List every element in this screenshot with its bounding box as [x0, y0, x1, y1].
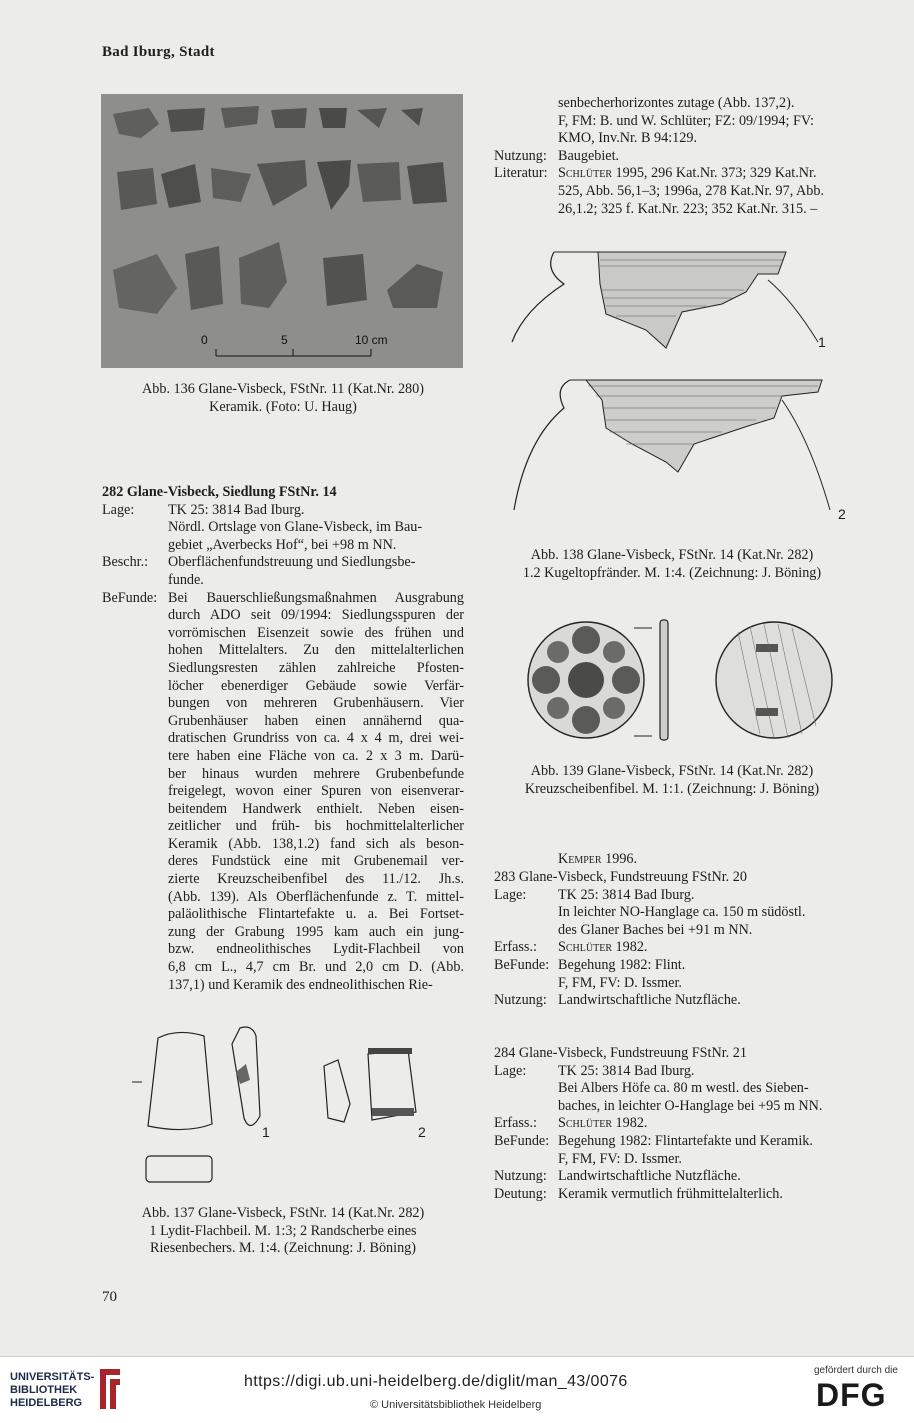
field-label: Erfass.: — [494, 1115, 537, 1132]
field-text: Baugebiet. — [558, 147, 620, 164]
field-text — [168, 590, 464, 995]
field-label: Lage: — [102, 501, 135, 518]
figure-138-label-2: 2 — [838, 506, 846, 522]
text-line: löcher ebenerdiger Gebäude sowie Verfär- — [168, 677, 464, 694]
field-row — [494, 1133, 850, 1168]
caption-line: Abb. 137 Glane-Visbeck, FStNr. 14 (Kat.Nr. 282) — [141, 1205, 425, 1221]
field-label: Erfass.: — [494, 939, 537, 956]
text-line: TK 25: 3814 Bad Iburg. — [168, 501, 305, 518]
caption-line: 1.2 Kugeltopfränder. M. 1:4. (Zeichnung: J. Böning) — [522, 564, 822, 581]
figure-137-label-2: 2 — [418, 1124, 426, 1140]
field-text — [558, 939, 850, 957]
text-line: zeitlicher und früh- bis hochmittelalterlicher — [168, 818, 464, 835]
text-line: F, FM, FV: D. Issmer. — [558, 974, 682, 991]
figure-138-label-1: 1 — [818, 334, 826, 350]
text-line: dratischen Grundriss von ca. 4 x 4 m, drei wei- — [168, 730, 464, 747]
scale-label-0: 0 — [201, 333, 208, 347]
text-line: gebiet „Averbecks Hof“, bei +98 m NN. — [168, 536, 397, 553]
text-line: tere haben eine Fläche von ca. 2 x 3 m. Darü- — [168, 747, 464, 764]
text-line: des Glaner Baches bei +91 m NN. — [558, 921, 753, 938]
entry-282-continuation — [494, 95, 850, 218]
entry-284 — [494, 1045, 850, 1203]
text-line: vorrömischen Eisenzeit sowie des frühen und — [168, 624, 464, 641]
text-line: bzw. endneolithisches Lydit-Flachbeil von — [168, 941, 464, 958]
text-line: Oberflächenfundstreuung und Siedlungsbe- — [168, 554, 416, 571]
caption-line: Abb. 138 Glane-Visbeck, FStNr. 14 (Kat.Nr. 282) — [530, 547, 814, 563]
field-label: Nutzung: — [494, 147, 547, 164]
text-line: (Abb. 139). Als Oberflächenfunde z. T. mittel- — [168, 888, 464, 905]
page-number: 70 — [102, 1289, 117, 1305]
text-line: zierte Kreuzscheibenfibel des 11./12. Jh.s. — [168, 871, 464, 888]
dfg-logo: DFG — [816, 1377, 887, 1413]
literatur-row — [494, 165, 850, 218]
text-line: Siedlungsresten zählen zahlreiche Pfosten- — [168, 659, 464, 676]
field-text — [558, 1115, 850, 1133]
text-line: funde. — [168, 571, 204, 588]
field-label: Nutzung: — [494, 1168, 547, 1185]
entry-heading: 284 Glane-Visbeck, Fundstreuung FStNr. 21 — [494, 1045, 747, 1061]
entry-heading-text: 282 Glane-Visbeck, Siedlung FStNr. 14 — [102, 484, 337, 500]
pot-rims-drawing — [506, 240, 846, 530]
text-span: 1995, 296 Kat.Nr. 373; 329 Kat.Nr. — [612, 165, 817, 182]
lage-row — [102, 502, 464, 555]
sherds-photo-image — [101, 94, 463, 368]
field-row — [494, 1168, 850, 1186]
entry-284-rows — [494, 1063, 850, 1204]
text-line: Grubenhäuser haben einen annähernd qua- — [168, 712, 464, 729]
library-name — [10, 1371, 94, 1410]
running-title: Bad Iburg, Stadt — [102, 44, 215, 60]
figure-139-drawing — [524, 618, 838, 746]
scale-label-10cm: 10 cm — [355, 333, 388, 347]
caption-line: Kreuzscheibenfibel. M. 1:1. (Zeichnung: J. Böning) — [524, 780, 820, 797]
text-line: 525, Abb. 56,1–3; 1996a, 278 Kat.Nr. 97, Abb. — [558, 182, 825, 199]
field-label: BeFunde: — [494, 956, 550, 973]
field-row — [494, 887, 850, 940]
text-line: In leichter NO-Hanglage ca. 150 m südöstl. — [558, 904, 806, 921]
text-line: TK 25: 3814 Bad Iburg. — [558, 1062, 695, 1079]
text-line: senbecherhorizontes zutage (Abb. 137,2). — [558, 95, 795, 111]
field-text — [558, 1063, 850, 1116]
library-line: BIBLIOTHEK — [10, 1384, 78, 1396]
figure-137-caption — [102, 1205, 464, 1258]
text-line: Landwirtschaftliche Nutzfläche. — [558, 992, 741, 1009]
caption-line: Keramik. (Foto: U. Haug) — [209, 398, 357, 415]
copyright-notice: © Universitätsbibliothek Heidelberg — [370, 1399, 542, 1411]
field-label: Lage: — [494, 886, 527, 903]
text-line: Nördl. Ortslage von Glane-Visbeck, im Bau- — [168, 519, 423, 536]
field-label: BeFunde: — [494, 1132, 550, 1149]
text-line: Schlüter 1982. — [558, 1115, 648, 1132]
sherds-photo — [101, 94, 463, 368]
figure-136-caption — [102, 381, 464, 416]
figure-138-drawing — [506, 240, 846, 530]
source-url-link[interactable]: https://digi.ub.uni-heidelberg.de/diglit/man_43/0076 — [244, 1373, 628, 1390]
field-label: Lage: — [494, 1062, 527, 1079]
text-line: hohen Mittelalters. Zu den mittelalterlichen — [168, 642, 464, 659]
figure-137-label-1: 1 — [262, 1124, 270, 1140]
nutzung-row — [494, 148, 850, 166]
caption-line: Abb. 139 Glane-Visbeck, FStNr. 14 (Kat.Nr. 282) — [530, 763, 814, 779]
field-text — [558, 165, 850, 218]
entry-283 — [494, 869, 850, 1010]
text-line: baches, in leichter O-Hanglage bei +95 m NN. — [558, 1097, 823, 1114]
entry-283-rows — [494, 887, 850, 1010]
text-line: Bei Bauerschließungsmaßnahmen Ausgrabung — [168, 589, 464, 606]
text-line: Keramik (Abb. 138,1.2) fand sich als beson- — [168, 835, 464, 852]
funded-by-label: gefördert durch die — [814, 1365, 898, 1376]
beschr-row — [102, 554, 464, 589]
text-line: 6,8 cm L., 4,7 cm Br. und 2,0 cm D. (Abb. — [168, 959, 464, 976]
library-footer — [0, 1356, 914, 1423]
text-line: freigelegt, wovon einer Spuren von eisenverar- — [168, 783, 464, 800]
text-line: Bei Albers Höfe ca. 80 m westl. des Sieben- — [558, 1080, 809, 1097]
text-line: bungen von mehreren Grubenhäusern. Vier — [168, 695, 464, 712]
field-label: Nutzung: — [494, 992, 547, 1009]
field-row — [494, 1063, 850, 1116]
figure-139-caption — [494, 763, 850, 798]
field-text — [558, 1186, 850, 1204]
field-text — [558, 1133, 850, 1168]
text-line: Begehung 1982: Flintartefakte und Keramik. — [558, 1132, 813, 1149]
text-line: paläolithische Flintartefakte u. a. Bei Fortset- — [168, 906, 464, 923]
caption-line: Abb. 136 Glane-Visbeck, FStNr. 11 (Kat.Nr. 280) — [142, 381, 424, 397]
axe-and-sherd-drawing — [128, 1024, 448, 1196]
scale-label-5: 5 — [281, 333, 288, 347]
entry-heading: 283 Glane-Visbeck, Fundstreuung FStNr. 20 — [494, 869, 747, 885]
caption-line: Riesenbechers. M. 1:4. (Zeichnung: J. Böning) — [150, 1240, 416, 1257]
field-text — [558, 887, 850, 940]
text-line: Landwirtschaftliche Nutzfläche. — [558, 1168, 741, 1185]
author-name: Schlüter — [558, 165, 612, 182]
figure-137-drawing — [128, 1024, 448, 1196]
field-row — [494, 957, 850, 992]
text-line: F, FM: B. und W. Schlüter; FZ: 09/1994; FV: — [558, 112, 814, 129]
field-label: Beschr.: — [102, 554, 149, 571]
field-text — [558, 1168, 850, 1186]
text-line: F, FM, FV: D. Issmer. — [558, 1150, 682, 1167]
kemper-reference: Kemper 1996. — [558, 851, 638, 867]
field-row — [494, 992, 850, 1010]
text-line: Keramik vermutlich frühmittelalterlich. — [558, 1185, 783, 1202]
text-line: TK 25: 3814 Bad Iburg. — [558, 886, 695, 903]
caption-line: 1 Lydit-Flachbeil. M. 1:3; 2 Randscherbe eines — [149, 1222, 417, 1239]
befunde-row — [102, 590, 464, 995]
text-line: durch ADO seit 09/1994: Siedlungsspuren der — [168, 607, 464, 624]
field-text — [558, 957, 850, 992]
field-row — [494, 1115, 850, 1133]
brooch-drawing — [524, 618, 838, 746]
text-line: ber hinaus wurden mehrere Grubenbefunde — [168, 765, 464, 782]
entry-282 — [102, 484, 464, 994]
field-label: Literatur: — [494, 165, 548, 182]
figure-138-caption — [494, 547, 850, 582]
text-line: deres Fundstück eine mit Grubenemail ver- — [168, 853, 464, 870]
text-line: 26,1.2; 325 f. Kat.Nr. 223; 352 Kat.Nr. 315. – — [558, 200, 818, 217]
text-line: zung der Grabung 1995 kam auch ein jung- — [168, 923, 464, 940]
field-label: BeFunde: — [102, 589, 158, 606]
field-row — [494, 1186, 850, 1204]
continuation-text — [494, 95, 850, 148]
library-line: HEIDELBERG — [10, 1397, 83, 1409]
text-line: beitendem Handwerk enthielt. Neben eisen- — [168, 800, 464, 817]
field-text — [168, 502, 464, 555]
text-line: KMO, Inv.Nr. B 94:129. — [558, 130, 697, 147]
library-logo-icon — [96, 1365, 124, 1413]
library-line: UNIVERSITÄTS- — [10, 1371, 95, 1383]
text-line: Begehung 1982: Flint. — [558, 956, 686, 973]
field-row — [494, 939, 850, 957]
entry-heading — [102, 484, 464, 502]
text-line: Schlüter 1982. — [558, 939, 648, 956]
field-text — [168, 554, 464, 589]
field-label: Deutung: — [494, 1185, 547, 1202]
field-text — [558, 992, 850, 1010]
text-line: 137,1) und Keramik des endneolithischen Rie- — [168, 976, 433, 993]
text-line — [558, 165, 850, 183]
